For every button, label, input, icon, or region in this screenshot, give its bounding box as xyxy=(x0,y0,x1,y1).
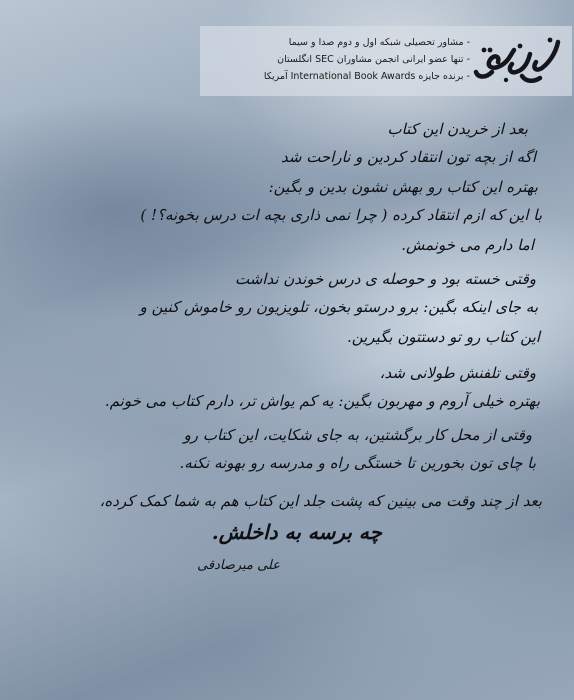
letter-line: این کتاب رو تو دستتون بگیرین. xyxy=(346,328,540,346)
letter-line: وقتی تلفنش طولانی شد، xyxy=(379,364,536,382)
letter-line: بهتره خیلی آروم و مهربون بگین: یه کم یواش تر، دارم کتاب می خونم. xyxy=(104,392,540,410)
letter-line: به جای اینکه بگین: برو درستو بخون، تلویزیون رو خاموش کنین و xyxy=(139,298,538,316)
letter-signature: علی میرصادقی xyxy=(197,558,280,573)
letter-line: وقتی از محل کار برگشتین، به جای شکایت، این کتاب رو xyxy=(183,426,532,444)
letter-closing-line: چه برسه به داخلش. xyxy=(211,520,382,544)
letter-line: با چای تون بخورین تا خستگی راه و مدرسه رو بهونه نکنه. xyxy=(179,454,536,472)
credential-line-1: - مشاور تحصیلی شبکه اول و دوم صدا و سیما xyxy=(288,37,470,48)
author-signature-logo xyxy=(470,32,566,90)
credential-line-2: - تنها عضو ایرانی انجمن مشاوران SEC انگلستان xyxy=(277,54,470,65)
credential-line-3: - برنده جایزه International Book Awards آمریکا xyxy=(263,71,470,82)
letter-line: بعد از چند وقت می بینین که پشت جلد این کتاب هم به شما کمک کرده، xyxy=(99,492,542,510)
credentials-list xyxy=(208,34,470,85)
letter-line: اما دارم می خونمش. xyxy=(401,236,534,254)
letter-line: وقتی خسته بود و حوصله ی درس خوندن نداشت xyxy=(235,270,536,288)
header-box xyxy=(200,26,572,96)
letter-line: بهتره این کتاب رو بهش نشون بدین و بگین: xyxy=(268,178,538,196)
letter-line: بعد از خریدن این کتاب xyxy=(387,120,528,138)
letter-line: با این که ازم انتقاد کرده ( چرا نمی ذاری بچه ات درس بخونه؟! ) xyxy=(140,206,542,224)
letter-line: اگه از بچه تون انتقاد کردین و ناراحت شد xyxy=(281,148,536,166)
